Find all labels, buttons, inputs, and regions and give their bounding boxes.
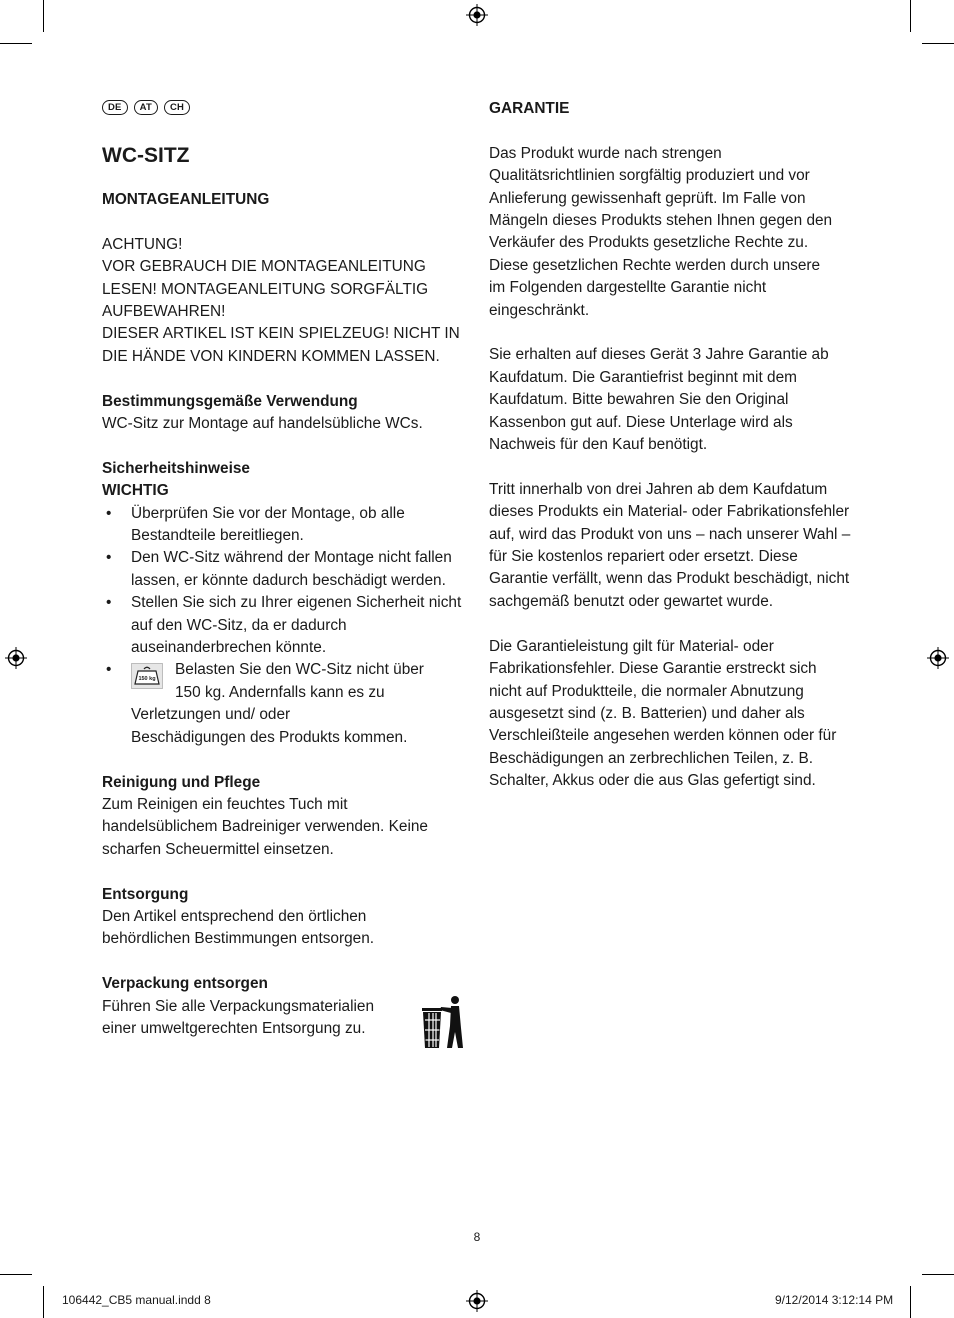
safety-list [102,503,467,749]
crop-mark [910,1286,911,1318]
country-badge: DE [102,100,128,115]
disposal-text: Den Artikel entsprechend den örtlichen behördlichen Bestimmungen entsorgen. [102,907,375,948]
packaging-heading: Verpackung entsorgen [102,975,268,993]
page-title: WC-SITZ [102,144,190,167]
list-item: • Überprüfen Sie vor der Montage, ob alle Bestandteile bereitliegen. [106,504,405,545]
warning-line: AUFBEWAHREN! [102,303,226,321]
warning-block [102,234,467,368]
list-item-text: Überprüfen Sie vor der Montage, ob alle Bestandteile bereitliegen. [131,504,405,545]
intended-use-heading: Bestimmungsgemäße Verwendung [102,392,358,410]
crop-mark [0,43,32,44]
registration-mark-icon [466,1290,488,1312]
weight-bullet-line: 150 kg. Andernfalls kann es zu [175,683,385,701]
warning-line: ACHTUNG! [102,235,183,253]
disposal-heading: Entsorgung [102,885,189,903]
crop-mark [0,1274,32,1275]
crop-mark [922,1274,954,1275]
weight-icon [131,663,163,689]
warranty-paragraph: Die Garantieleistung gilt für Material- oder Fabrikationsfehler. Diese Garantie erstreckt sich nicht auf Produktteile, die normaler Abnutzung ausgesetzt sind (z. B. Batterien) und daher als Verschleißteile angesehen werden können oder für Beschädigungen an zerbrechlichen Teilen, z. B. Schalter, Akkus oder die aus Glas gefertigt sind. [489,637,837,790]
warning-line: LESEN! MONTAGEANLEITUNG SORGFÄLTIG [102,280,429,298]
list-item-text: Stellen Sie sich zu Ihrer eigenen Sicherheit nicht auf den WC-Sitz, da er dadurch auseinanderbrechen könnte. [131,594,462,657]
weight-icon-label: 150 kg [138,676,156,683]
warning-line: DIESER ARTIKEL IST KEIN SPIELZEUG! NICHT IN [102,325,460,343]
file-slug: 106442_CB5 manual.indd 8 [62,1293,211,1307]
important-label: WICHTIG [102,482,169,500]
registration-mark-icon [466,4,488,26]
warning-line: VOR GEBRAUCH DIE MONTAGEANLEITUNG [102,258,426,276]
cleaning-heading: Reinigung und Pflege [102,773,261,791]
warranty-heading: GARANTIE [489,100,570,117]
weight-bullet-line: Belasten Sie den WC-Sitz nicht über [175,661,424,679]
crop-mark [43,1286,44,1318]
cleaning-text: Zum Reinigen ein feuchtes Tuch mit handelsüblichem Badreiniger verwenden. Keine scharfen Scheuermittel einsetzen. [102,795,428,858]
list-item: • Stellen Sie sich zu Ihrer eigenen Sicherheit nicht auf den WC-Sitz, da er dadurch auseinanderbrechen könnte. [106,594,462,657]
trash-bin-icon [419,994,465,1050]
print-timestamp: 9/12/2014 3:12:14 PM [775,1293,894,1307]
warranty-paragraph: Das Produkt wurde nach strengen Qualitätsrichtlinien sorgfältig produziert und vor Anlieferung gewissenhaft geprüft. Im Falle von Mängeln dieses Produkts stehen Ihnen gegen den Verkäufer des Produkts gesetzliche Rechte zu. Diese gesetzlichen Rechte werden durch unsere im Folgenden dargestellte Garantie nicht eingeschränkt. [489,144,833,319]
crop-mark [43,0,44,32]
country-badge: CH [164,100,190,115]
right-column [489,96,861,793]
intended-use-text: WC-Sitz zur Montage auf handelsübliche WCs. [102,415,423,433]
page-number: 8 [473,1230,481,1244]
country-badges [102,100,467,115]
warning-line: DIE HÄNDE VON KINDERN KOMMEN LASSEN. [102,347,440,365]
packaging-text: Führen Sie alle Verpackungsmaterialien einer umweltgerechten Entsorgung zu. [102,997,375,1037]
crop-mark [922,43,954,44]
weight-bullet-line: Beschädigungen des Produkts kommen. [131,728,408,746]
list-item-text: Den WC-Sitz während der Montage nicht fallen lassen, er könnte dadurch beschädigt werden. [131,549,452,589]
safety-heading: Sicherheitshinweise [102,459,250,477]
registration-mark-icon [5,647,27,669]
crop-mark [910,0,911,32]
country-badge: AT [134,100,158,115]
registration-mark-icon [927,647,949,669]
list-item: • 150 kg Belasten Sie den WC-Sitz nicht über 150 kg. Andernfalls kann es zu Verletzungen und/ oder Beschädigungen des Produkts kommen. [102,659,467,749]
assembly-heading: MONTAGEANLEITUNG [102,191,270,208]
warranty-paragraph: Sie erhalten auf dieses Gerät 3 Jahre Garantie ab Kaufdatum. Die Garantiefrist beginnt mit dem Kaufdatum. Bitte bewahren Sie den Original Kassenbon gut auf. Diese Unterlage wird als Nachweis für den Kauf benötigt. [489,346,829,454]
weight-bullet-line: Verletzungen und/ oder [131,706,291,724]
left-column [102,96,467,1050]
list-item: • Den WC-Sitz während der Montage nicht fallen lassen, er könnte dadurch beschädigt werden. [106,549,452,589]
warranty-paragraph: Tritt innerhalb von drei Jahren ab dem Kaufdatum dieses Produkts ein Material- oder Fabrikationsfehler auf, wird das Produkt von uns – nach unserer Wahl – für Sie kostenlos repariert oder ersetzt. Diese Garantie verfällt, wenn das Produkt beschädigt, nicht sachgemäß benutzt oder gewartet wurde. [489,480,851,610]
